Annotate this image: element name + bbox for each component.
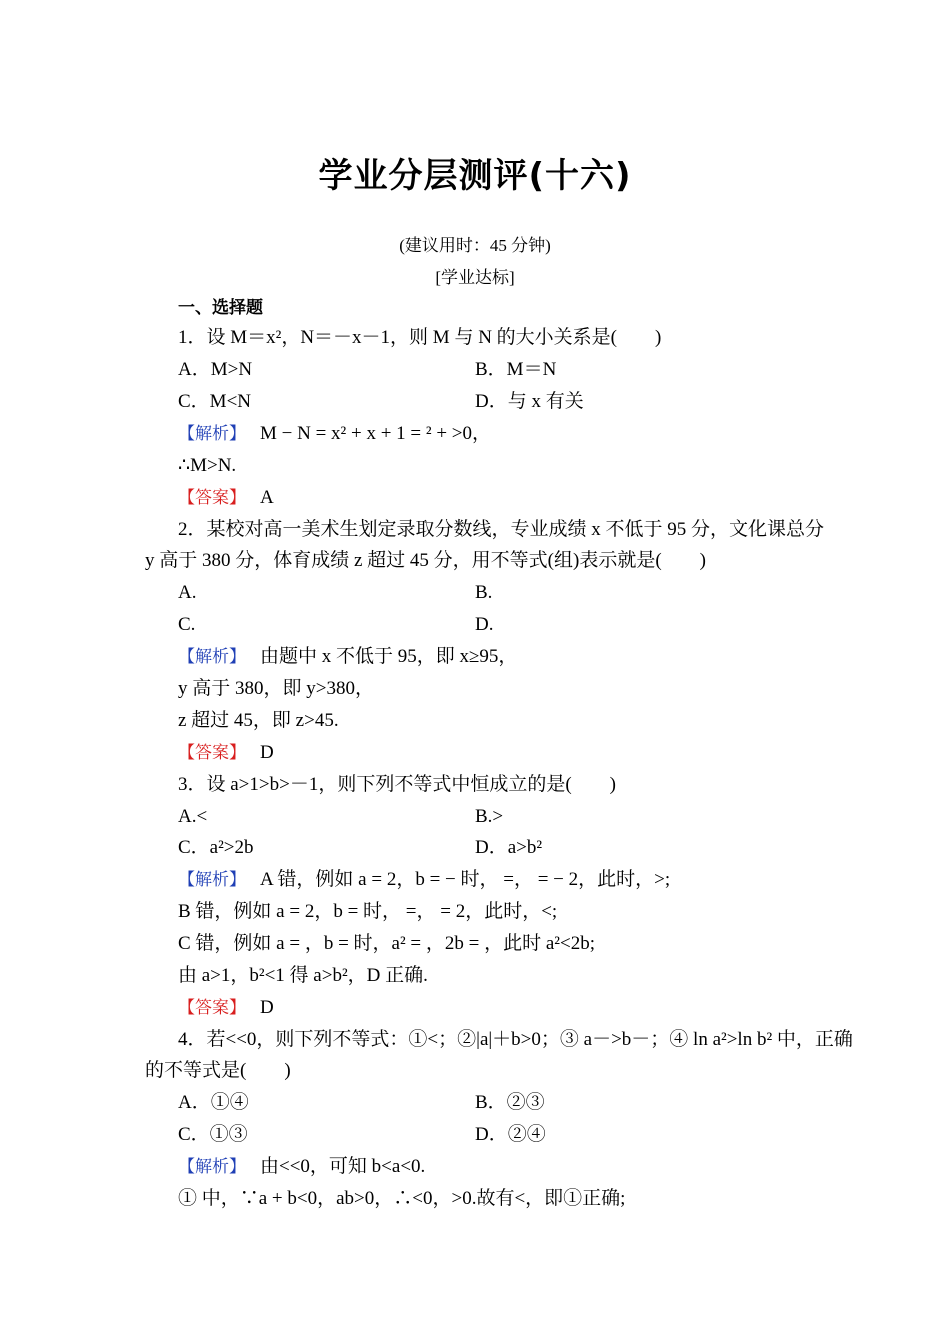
text-line: 3．设 a>1>b>－1，则下列不等式中恒成立的是( ) bbox=[178, 774, 616, 795]
analysis-label: 【解析】 bbox=[178, 1157, 246, 1177]
text-line: C. bbox=[178, 614, 196, 635]
analysis-row bbox=[178, 422, 491, 446]
analysis-text: 由<<0，可知 b<a<0. bbox=[260, 1156, 426, 1177]
level-label: [学业达标] bbox=[435, 268, 515, 287]
text-line: 1．设 M＝x²，N＝－x－1，则 M 与 N 的大小关系是( ) bbox=[178, 327, 662, 348]
text-line: A.< bbox=[178, 806, 208, 827]
text-line: B. bbox=[475, 582, 493, 603]
text-line: C．①③ bbox=[178, 1124, 248, 1145]
answer-text: A bbox=[260, 487, 274, 508]
answer-row bbox=[178, 486, 274, 510]
section-heading: 一、选择题 bbox=[178, 298, 263, 318]
analysis-text: 由题中 x 不低于 95，即 x≥95， bbox=[260, 646, 518, 667]
text-line: D．a>b² bbox=[475, 837, 543, 858]
text-line: z 超过 45，即 z>45. bbox=[178, 710, 339, 731]
text-line: C 错，例如 a = ，b = 时，a² = ，2b = ，此时 a²<2b; bbox=[178, 933, 595, 954]
text-line: y 高于 380 分，体育成绩 z 超过 45 分，用不等式(组)表示就是( ) bbox=[145, 550, 706, 571]
answer-text: D bbox=[260, 742, 274, 763]
text-line: C．a²>2b bbox=[178, 837, 254, 858]
analysis-row bbox=[178, 645, 517, 669]
text-line: 由 a>1，b²<1 得 a>b²，D 正确. bbox=[178, 965, 428, 986]
text-line: y 高于 380，即 y>380， bbox=[178, 678, 374, 699]
text-line: ① 中，∵a + b<0，ab>0，∴<0，>0.故有<，即①正确; bbox=[178, 1188, 626, 1209]
analysis-label: 【解析】 bbox=[178, 424, 246, 444]
text-line: B.> bbox=[475, 806, 504, 827]
analysis-row bbox=[178, 1155, 425, 1179]
text-line: A．M>N bbox=[178, 359, 253, 380]
page-title: 学业分层测评(十六) bbox=[318, 156, 632, 196]
text-line: D．与 x 有关 bbox=[475, 391, 584, 412]
answer-label: 【答案】 bbox=[178, 488, 246, 508]
text-line: B 错，例如 a = 2，b = 时， =， = 2，此时，<; bbox=[178, 901, 558, 922]
text-line: A．①④ bbox=[178, 1092, 249, 1113]
analysis-text: M − N = x² + x + 1 = ² + >0， bbox=[260, 423, 492, 444]
text-line: B．②③ bbox=[475, 1092, 545, 1113]
text-line: ∴M>N. bbox=[178, 455, 237, 476]
analysis-label: 【解析】 bbox=[178, 870, 246, 890]
answer-row bbox=[178, 741, 274, 765]
answer-label: 【答案】 bbox=[178, 998, 246, 1018]
answer-label: 【答案】 bbox=[178, 743, 246, 763]
text-line: D. bbox=[475, 614, 494, 635]
text-line: B．M＝N bbox=[475, 359, 557, 380]
text-line: 的不等式是( ) bbox=[145, 1060, 291, 1081]
text-line: 4．若<<0，则下列不等式：①<；②|a|＋b>0；③ a－>b－；④ ln a²>ln b² 中，正确 bbox=[178, 1029, 853, 1050]
analysis-row bbox=[178, 868, 670, 892]
answer-row bbox=[178, 996, 274, 1020]
analysis-text: A 错，例如 a = 2，b = − 时， =， = − 2，此时，>; bbox=[260, 869, 671, 890]
text-line: A. bbox=[178, 582, 197, 603]
answer-text: D bbox=[260, 997, 274, 1018]
text-line: D．②④ bbox=[475, 1124, 546, 1145]
text-line: 2．某校对高一美术生划定录取分数线，专业成绩 x 不低于 95 分，文化课总分 bbox=[178, 519, 825, 540]
time-note: (建议用时：45 分钟) bbox=[399, 236, 551, 255]
text-line: C．M<N bbox=[178, 391, 252, 412]
analysis-label: 【解析】 bbox=[178, 647, 246, 667]
